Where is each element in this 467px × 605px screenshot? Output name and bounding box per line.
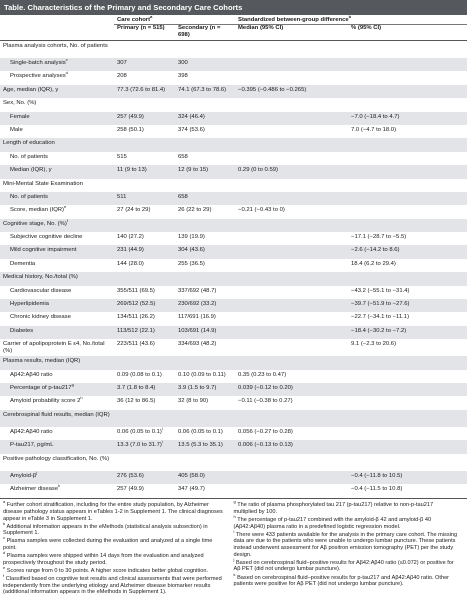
cell-percent-ci	[348, 179, 467, 192]
cell-primary: 11 (9 to 13)	[114, 165, 175, 178]
cell-percent-ci	[348, 58, 467, 71]
table-row	[0, 299, 467, 312]
cell-percent-ci	[348, 152, 467, 165]
cell-median-ci	[235, 125, 348, 138]
cell-percent-ci	[348, 454, 467, 471]
footnote: $^g$ The ratio of plasma phosphorylated tau 217 (p-tau217) relative to non-p-tau217 multiplied by 100.	[233, 499, 434, 515]
row-label: Male	[10, 126, 23, 133]
cell-secondary	[175, 272, 235, 285]
row-label: Hyperlipidemia	[0, 299, 114, 312]
cell-primary: 515	[117, 153, 127, 160]
row-label: Aβ42:Aβ40 ratio	[10, 428, 53, 435]
cell-percent-ci	[348, 71, 467, 84]
row-label: Plasma results, median (IQR)	[0, 356, 114, 369]
cell-median-ci: 0.35 (0.23 to 0.47)	[238, 371, 287, 378]
cell-percent-ci	[348, 219, 467, 232]
cell-median-ci	[235, 192, 348, 205]
table-row	[0, 396, 467, 409]
footnote-marker: h	[80, 395, 83, 401]
table-row	[0, 219, 467, 232]
row-label: No. of patients	[10, 153, 48, 160]
cell-median-ci	[235, 259, 348, 272]
table-row	[0, 205, 467, 218]
cell-percent-ci: −43.2 (−55.1 to −31.4)	[351, 287, 410, 294]
characteristics-table	[0, 15, 467, 497]
cell-secondary	[175, 98, 235, 111]
cell-primary: 258 (50.1)	[117, 126, 144, 133]
cell-secondary: 0.06 (0.05 to 0.1)	[178, 428, 223, 435]
cell-primary	[114, 356, 175, 369]
table-row	[0, 138, 467, 151]
header-secondary: Secondary (n = 698)	[175, 25, 235, 41]
cell-secondary	[175, 41, 235, 59]
row-label: Sex, No. (%)	[3, 100, 37, 107]
row-label: Alzheimer disease$^k$	[10, 482, 61, 492]
cell-median-ci	[235, 138, 348, 151]
cell-secondary: 255 (36.5)	[178, 260, 205, 267]
cell-secondary: 658	[178, 153, 188, 160]
table-row	[0, 58, 467, 71]
row-label: Mini-Mental State Examination	[3, 180, 83, 187]
cell-secondary	[175, 356, 235, 369]
row-label: Mild cognitive impairment	[0, 245, 114, 258]
cell-percent-ci: −0.4 (−11.8 to 10.5)	[348, 471, 467, 484]
cell-median-ci	[235, 356, 348, 369]
table-row	[0, 471, 467, 484]
footnote-marker: k	[58, 482, 61, 488]
cell-secondary: 26 (22 to 29)	[178, 207, 212, 214]
cell-primary: 36 (12 to 86.5)	[117, 398, 156, 405]
header-percent: % (95% CI)	[348, 25, 467, 41]
cell-percent-ci	[348, 272, 467, 285]
cell-percent-ci: −7.0 (−18.4 to 4.7)	[348, 112, 467, 125]
cell-median-ci: −0.11 (−0.38 to 0.27)	[238, 398, 293, 405]
table-row	[0, 410, 467, 427]
footnote-marker: d	[65, 70, 68, 76]
cell-secondary: 374 (53.6)	[178, 126, 205, 133]
cell-median-ci	[235, 71, 348, 84]
cell-primary: 257 (49.9)	[114, 112, 175, 125]
cell-secondary	[175, 410, 235, 427]
row-label: Age, median (IQR), y	[0, 85, 114, 98]
cell-secondary: 117/691 (16.9)	[178, 314, 216, 321]
row-label: Medical history, No./total (%)	[0, 272, 114, 285]
cell-median-ci: −0.21 (−0.43 to 0)	[238, 207, 285, 214]
cell-secondary: 12 (9 to 15)	[175, 165, 235, 178]
cell-secondary: 304 (43.6)	[175, 245, 235, 258]
cell-secondary: 3.9 (1.5 to 9.7)	[175, 383, 235, 396]
cell-median-ci	[235, 299, 348, 312]
row-label: Length of education	[0, 138, 114, 151]
cell-secondary	[175, 219, 235, 232]
table-row	[0, 98, 467, 111]
table-row	[0, 440, 467, 453]
cell-median-ci	[235, 232, 348, 245]
row-label: P-tau217, pg/mL	[0, 440, 114, 453]
cell-median-ci	[235, 326, 348, 339]
row-label: Positive pathology classification, No. (%)	[3, 455, 110, 462]
table-row	[0, 356, 467, 369]
cell-secondary: 324 (46.4)	[175, 112, 235, 125]
cell-primary: 231 (44.9)	[114, 245, 175, 258]
table-row	[0, 232, 467, 245]
table-row	[0, 427, 467, 440]
cell-percent-ci	[348, 85, 467, 98]
cell-secondary: 300	[175, 58, 235, 71]
table-row	[0, 272, 467, 285]
row-label: Single-batch analysis$^c$	[0, 58, 114, 71]
cell-median-ci: −0.395 (−0.486 to −0.265)	[235, 85, 348, 98]
row-label: Amyloid probability score 2$^h$	[10, 395, 83, 405]
header-characteristic	[0, 25, 114, 41]
footnote: $^k$ Based on cerebrospinal fluid–positive results for p-tau217 and Aβ42:Aβ40 ratio. Other patients were positive for Aβ PET (did not undergo lumbar puncture).	[233, 571, 450, 588]
cell-median-ci: 0.039 (−0.12 to 0.20)	[235, 383, 348, 396]
cell-percent-ci: 7.0 (−4.7 to 18.0)	[351, 126, 397, 133]
cell-percent-ci: −22.7 (−34.1 to −11.1)	[351, 314, 410, 321]
cell-median-ci	[235, 41, 348, 59]
cell-median-ci	[235, 112, 348, 125]
cell-median-ci	[235, 219, 348, 232]
footnote-marker: i	[161, 425, 163, 431]
cell-median-ci	[235, 339, 348, 356]
cell-primary: 307	[114, 58, 175, 71]
footnotes-right	[233, 499, 465, 597]
cell-primary	[114, 219, 175, 232]
cell-percent-ci: −0.4 (−11.5 to 10.8)	[351, 485, 403, 492]
cell-primary	[114, 272, 175, 285]
cell-median-ci: 0.29 (0 to 0.59)	[235, 165, 348, 178]
footnote: $^f$ Classified based on cognitive test results and clinical assessments that were performed independently from the underlying etiology and Alzheimer disease biomarker results (additional information appears in the eMethods in Supplement 1).	[3, 573, 222, 596]
header-primary: Primary (n = 515)	[114, 25, 175, 41]
cell-secondary: 405 (58.0)	[175, 471, 235, 484]
footnote: $^d$ Plasma samples were shipped within 14 days from the evaluation and analyzed prospectively throughout the study period.	[3, 550, 204, 566]
row-label: Score, median (IQR)$^e$	[10, 204, 67, 214]
footnote-marker: g	[71, 382, 74, 388]
cell-median-ci	[235, 272, 348, 285]
table-body	[0, 41, 467, 498]
row-label: No. of patients	[0, 192, 114, 205]
cell-percent-ci	[348, 440, 467, 453]
cell-percent-ci	[348, 41, 467, 59]
cell-percent-ci	[348, 356, 467, 369]
header-blank	[0, 15, 114, 25]
cell-primary: 134/511 (26.2)	[117, 314, 155, 321]
table-row	[0, 339, 467, 356]
cell-median-ci	[235, 484, 348, 497]
footnotes	[0, 499, 467, 597]
row-label: Cognitive stage, No. (%)$^f$	[0, 219, 114, 232]
cell-percent-ci	[348, 165, 467, 178]
table-title: Table. Characteristics of the Primary and Secondary Care Cohorts	[0, 0, 467, 15]
footnote-marker: e	[64, 204, 67, 210]
row-label: Cerebrospinal fluid results, median (IQR)	[0, 410, 114, 427]
row-label: Carrier of apolipoprotein E ε4, No./total (%)	[3, 341, 105, 355]
cell-secondary: 398	[178, 73, 188, 80]
table-row	[0, 326, 467, 339]
cell-median-ci	[235, 58, 348, 71]
cell-secondary: 230/692 (33.2)	[175, 299, 235, 312]
footnote-marker: i	[161, 439, 163, 445]
cell-primary: 511	[114, 192, 175, 205]
cell-secondary: 0.10 (0.09 to 0.11)	[178, 371, 226, 378]
cell-percent-ci	[348, 383, 467, 396]
cell-primary: 276 (53.6)	[114, 471, 175, 484]
cell-percent-ci	[348, 396, 467, 409]
footnote: $^c$ Plasma samples were collected during the evaluation and analyzed at a single time point.	[3, 535, 213, 552]
cell-median-ci	[235, 454, 348, 471]
table-row	[0, 125, 467, 138]
table-row	[0, 383, 467, 396]
row-label: Cardiovascular disease	[10, 287, 72, 294]
cell-percent-ci: −17.1 (−28.7 to −5.5)	[351, 234, 407, 241]
cell-primary	[114, 179, 175, 192]
cell-percent-ci: 18.4 (6.2 to 29.4)	[351, 260, 396, 267]
table-row	[0, 484, 467, 497]
table-row	[0, 370, 467, 383]
row-label: Aβ42:Aβ40 ratio	[10, 371, 53, 378]
cell-secondary: 103/691 (14.9)	[175, 326, 235, 339]
cell-primary: 113/512 (22.1)	[114, 326, 175, 339]
cell-primary: 27 (24 to 29)	[117, 207, 151, 214]
footnotes-left	[3, 499, 234, 597]
cell-percent-ci	[348, 138, 467, 151]
cell-percent-ci	[348, 370, 467, 383]
row-label: Median (IQR), y	[0, 165, 114, 178]
table-row	[0, 286, 467, 299]
footnote-marker: j	[36, 469, 38, 475]
cell-secondary: 334/693 (48.2)	[178, 341, 217, 348]
row-label: Diabetes	[0, 326, 114, 339]
header-care-cohort: Care cohort$^a$	[114, 15, 235, 25]
cell-secondary	[175, 179, 235, 192]
cell-primary: 269/512 (52.5)	[114, 299, 175, 312]
cell-secondary: 32 (8 to 90)	[178, 398, 209, 405]
cell-median-ci	[235, 410, 348, 427]
footnote-marker: c	[65, 57, 68, 63]
table-row	[0, 41, 467, 59]
table-row	[0, 152, 467, 165]
table-row	[0, 179, 467, 192]
cell-percent-ci	[348, 427, 467, 440]
cell-primary: 77.3 (72.6 to 81.4)	[114, 85, 175, 98]
row-label: Subjective cognitive decline	[10, 234, 83, 241]
row-label: Chronic kidney disease	[10, 314, 71, 321]
cell-median-ci	[235, 152, 348, 165]
cell-primary: 140 (27.2)	[117, 234, 144, 241]
cell-primary	[114, 41, 175, 59]
cell-secondary: 337/692 (48.7)	[178, 287, 217, 294]
table-row	[0, 85, 467, 98]
footnote: $^i$ There were 433 patients available for the analysis in the primary care cohort. The missing data are due to the patients who were unable to undergo lumbar puncture. These patients instead underwent assessment for Aβ positron emission tomography (PET) per the study design.	[233, 529, 458, 558]
cell-secondary: 74.1 (67.3 to 78.6)	[175, 85, 235, 98]
cell-primary: 355/511 (69.5)	[117, 287, 155, 294]
cell-percent-ci	[348, 192, 467, 205]
table-row	[0, 245, 467, 258]
footnote: $^j$ Based on cerebrospinal fluid–positive results for Aβ42:Aβ40 ratio (≤0.072) or positive for Aβ PET (did not undergo lumbar puncture).	[233, 557, 454, 573]
cell-median-ci	[235, 245, 348, 258]
row-label: Prospective analyses$^d$	[10, 70, 68, 80]
cell-percent-ci: −2.6 (−14.2 to 8.6)	[348, 245, 467, 258]
table-row	[0, 165, 467, 178]
footnote: $^b$ Additional information appears in the eMethods (statistical analysis subsection) in Supplement 1.	[3, 520, 208, 537]
cell-primary	[114, 138, 175, 151]
cell-primary: 144 (28.0)	[117, 260, 144, 267]
table-row	[0, 192, 467, 205]
table-row	[0, 454, 467, 471]
cell-secondary	[175, 138, 235, 151]
cell-median-ci	[235, 179, 348, 192]
cell-median-ci: 0.006 (−0.13 to 0.13)	[235, 440, 348, 453]
cell-secondary: 658	[175, 192, 235, 205]
row-label: Female	[0, 112, 114, 125]
header-median: Median (95% CI)	[235, 25, 348, 41]
row-label: Plasma analysis cohorts, No. of patients	[3, 43, 108, 49]
table-row	[0, 112, 467, 125]
cell-percent-ci	[348, 98, 467, 111]
cell-percent-ci	[348, 410, 467, 427]
cell-primary: 0.06 (0.05 to 0.1)$^i$	[117, 425, 163, 435]
cell-secondary: 139 (19.9)	[178, 234, 205, 241]
cell-primary: 257 (49.9)	[117, 485, 144, 492]
table-row	[0, 312, 467, 325]
footnote-marker: f	[66, 217, 68, 223]
cell-primary: 13.3 (7.0 to 31.7)$^i$	[114, 440, 175, 453]
row-label: Dementia	[10, 260, 36, 267]
cell-primary: 3.7 (1.8 to 8.4)	[114, 383, 175, 396]
row-label: Percentage of p-tau217$^g$	[0, 383, 114, 396]
cell-primary	[114, 454, 175, 471]
footnote: $^a$ Further cohort stratification, including for the entire study population, by Alzheimer disease pathology status appears in eTables 1-2 in Supplement 1. The clinical diagnoses appear in eTable 3 in Supplement 1.	[3, 499, 223, 522]
table-row	[0, 259, 467, 272]
cell-percent-ci: −18.4 (−30.2 to −7.2)	[348, 326, 467, 339]
cell-median-ci: 0.056 (−0.27 to 0.28)	[238, 428, 293, 435]
cell-median-ci	[235, 312, 348, 325]
row-label: Amyloid-$\beta^j$	[0, 471, 114, 484]
cell-median-ci	[235, 98, 348, 111]
cell-primary	[114, 98, 175, 111]
cell-secondary: 347 (49.7)	[178, 485, 205, 492]
cell-secondary	[175, 454, 235, 471]
cell-percent-ci: −39.7 (−51.9 to −27.6)	[348, 299, 467, 312]
cell-percent-ci: 9.1 (−2.3 to 20.6)	[351, 341, 397, 348]
cell-primary	[114, 410, 175, 427]
header-std-diff: Standardized between-group difference$^b$	[235, 15, 467, 25]
cell-median-ci	[235, 286, 348, 299]
cell-median-ci	[235, 471, 348, 484]
cell-percent-ci	[348, 205, 467, 218]
footnote: $^e$ Scores range from 0 to 30 points. A higher score indicates better global cognition.	[3, 565, 208, 575]
cell-secondary: 13.5 (5.3 to 35.1)	[175, 440, 235, 453]
table-row	[0, 71, 467, 84]
footnote: $^h$ The percentage of p-tau217 combined with the amyloid-β 42 and amyloid-β 40 (Aβ42:Aβ40) plasma ratio in a predefined logistic regression model.	[233, 514, 432, 530]
cell-primary: 0.09 (0.08 to 0.1)	[117, 371, 162, 378]
cell-primary: 208	[117, 73, 127, 80]
cell-primary: 223/511 (43.6)	[117, 341, 155, 348]
